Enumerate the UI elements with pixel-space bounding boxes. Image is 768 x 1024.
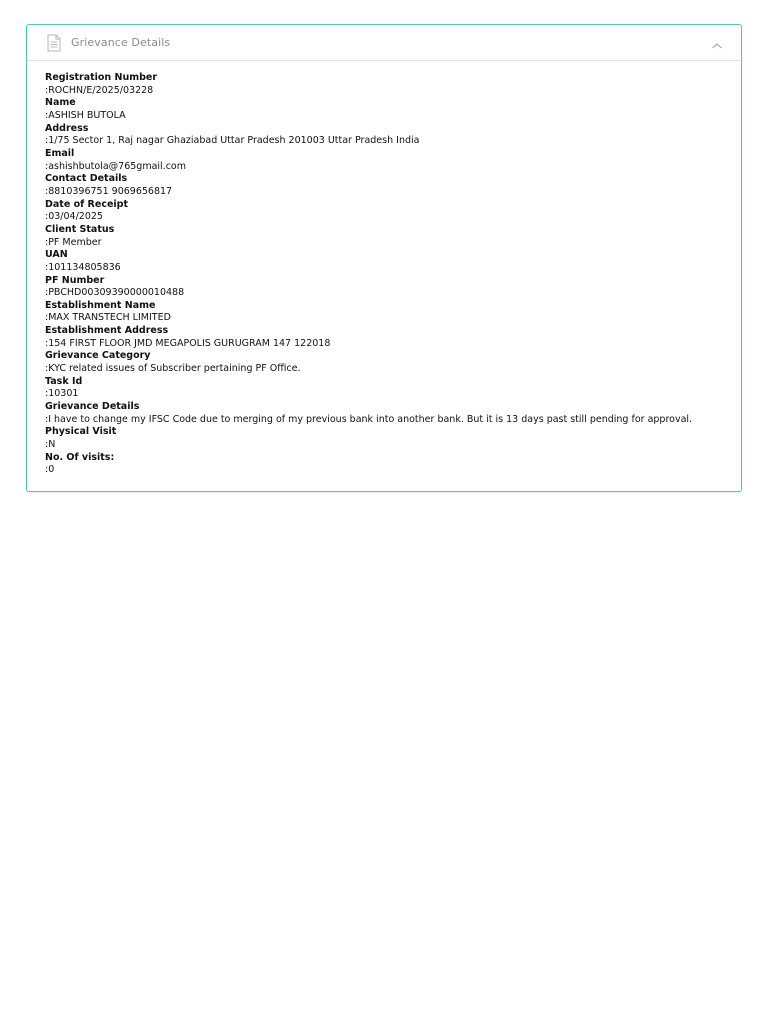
detail-field — [45, 97, 723, 122]
field-value: :PBCHD00309390000010488 — [45, 287, 185, 299]
field-value: :MAX TRANSTECH LIMITED — [45, 312, 171, 324]
document-icon — [47, 34, 61, 52]
detail-field — [45, 72, 723, 97]
detail-field — [45, 249, 723, 274]
detail-field — [45, 350, 723, 375]
panel-title: Grievance Details — [71, 36, 171, 49]
detail-field — [45, 199, 723, 224]
field-value: :ROCHN/E/2025/03228 — [45, 84, 154, 96]
field-value: :8810396751 9069656817 — [45, 185, 173, 197]
field-label: Address — [45, 122, 89, 134]
field-value: :N — [45, 439, 56, 451]
field-value: :I have to change my IFSC Code due to merging of my previous bank into another bank. But it is 13 days past still pending for approval. — [45, 413, 693, 425]
field-value: :KYC related issues of Subscriber pertaining PF Office. — [45, 363, 301, 375]
detail-field — [45, 325, 723, 350]
detail-field — [45, 224, 723, 249]
field-label: Client Status — [45, 223, 115, 235]
detail-field — [45, 376, 723, 401]
grievance-details-panel — [26, 24, 742, 492]
field-value: :ASHISH BUTOLA — [45, 109, 126, 121]
field-label: Email — [45, 147, 75, 159]
field-label: No. Of visits: — [45, 451, 115, 463]
field-label: Establishment Name — [45, 299, 156, 311]
field-value: :PF Member — [45, 236, 102, 248]
field-label: Date of Receipt — [45, 198, 128, 210]
detail-field — [45, 148, 723, 173]
field-label: Task Id — [45, 375, 83, 387]
field-label: Name — [45, 97, 76, 109]
field-value: :ashishbutola@765gmail.com — [45, 160, 186, 172]
detail-field — [45, 123, 723, 148]
detail-field — [45, 452, 723, 477]
field-value: :101134805836 — [45, 261, 121, 273]
chevron-up-icon[interactable] — [711, 36, 723, 46]
detail-field — [45, 300, 723, 325]
field-value: :0 — [45, 464, 55, 476]
panel-body — [27, 61, 741, 491]
panel-header[interactable] — [27, 25, 741, 61]
field-label: PF Number — [45, 274, 105, 286]
detail-field — [45, 401, 723, 426]
field-value: :03/04/2025 — [45, 211, 103, 223]
field-label: Contact Details — [45, 173, 128, 185]
detail-field — [45, 426, 723, 451]
field-label: Physical Visit — [45, 426, 117, 438]
field-label: UAN — [45, 249, 68, 261]
field-label: Establishment Address — [45, 325, 169, 337]
field-label: Registration Number — [45, 72, 158, 83]
field-value: :154 FIRST FLOOR JMD MEGAPOLIS GURUGRAM 147 122018 — [45, 337, 331, 349]
field-value: :1/75 Sector 1, Raj nagar Ghaziabad Uttar Pradesh 201003 Uttar Pradesh India — [45, 135, 420, 147]
detail-field — [45, 173, 723, 198]
field-label: Grievance Details — [45, 401, 140, 413]
field-value: :10301 — [45, 388, 79, 400]
field-label: Grievance Category — [45, 350, 151, 362]
detail-field — [45, 275, 723, 300]
